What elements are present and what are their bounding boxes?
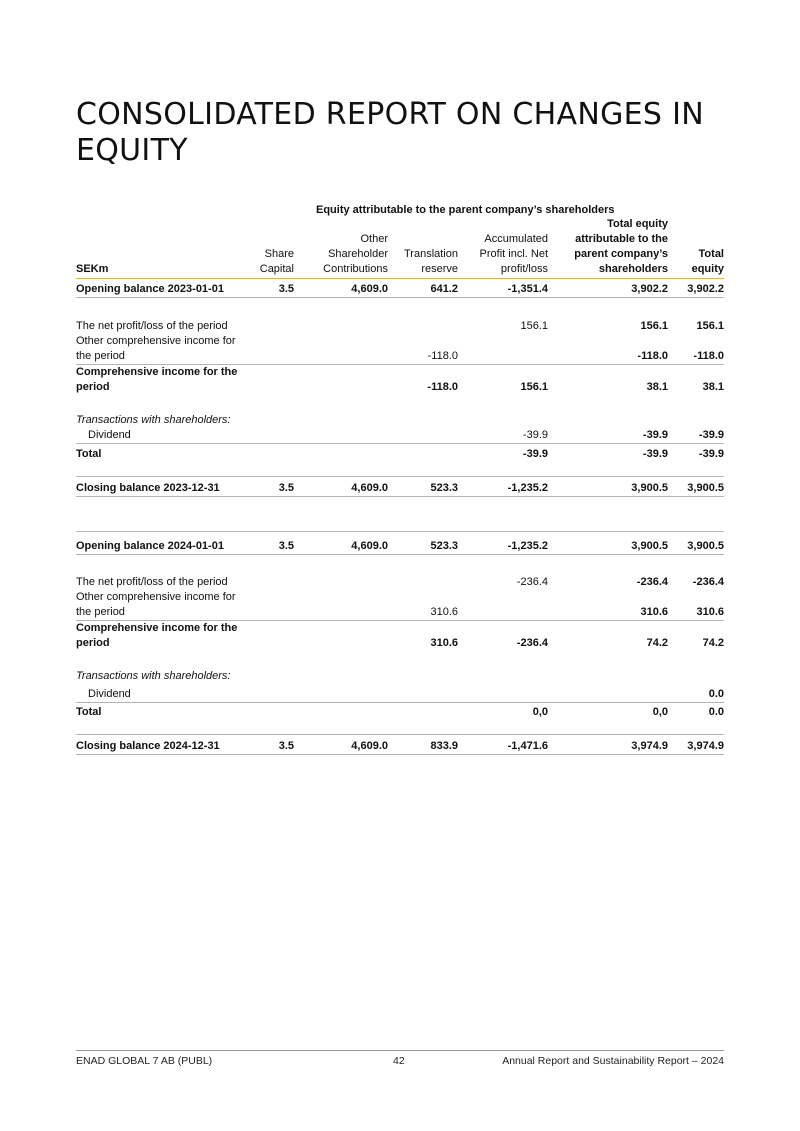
table-row-net-profit-2024: The net profit/loss of the period -236.4 -236.4 -236.4 [76, 576, 724, 588]
table-row-oci-2024: Other comprehensive income for the period 310.6 310.6 310.6 [76, 591, 724, 618]
table-row-ci-2024: Comprehensive income for the period 310.6 -236.4 74.2 74.2 [76, 622, 724, 649]
table-row-closing-2024: Closing balance 2024-12-31 3.5 4,609.0 833.9 -1,471.6 3,974.9 3,974.9 [76, 735, 724, 755]
table-row-net-profit-2023: The net profit/loss of the period 156.1 156.1 156.1 [76, 320, 724, 332]
page-title: CONSOLIDATED REPORT ON CHANGES IN EQUITY [76, 97, 704, 168]
header-translation-reserve: Translation reserve [403, 248, 458, 275]
table-row-total-2024: Total 0,0 0,0 0.0 [76, 702, 724, 720]
header-other-contributions: Other Shareholder Contributions [323, 233, 388, 275]
header-total-parent: Total equity attributable to the parent company’s shareholders [574, 218, 668, 275]
table-row-transactions-2024: Transactions with shareholders: [76, 670, 231, 682]
footer-report-title: Annual Report and Sustainability Report – 2024 [502, 1055, 724, 1067]
table-row-closing-2023: Closing balance 2023-12-31 3.5 4,609.0 523.3 -1,235.2 3,900.5 3,900.5 [76, 476, 724, 496]
table-row-oci-2023: Other comprehensive income for the period -118.0 -118.0 -118.0 [76, 335, 724, 362]
table-row-ci-2023: Comprehensive income for the period -118.0 156.1 38.1 38.1 [76, 366, 724, 393]
header-share-capital: Share Capital [259, 248, 294, 275]
equity-table-wrapper [76, 217, 724, 755]
table-row-opening-2024: Opening balance 2024-01-01 3.5 4,609.0 523.3 -1,235.2 3,900.5 3,900.5 [76, 536, 724, 555]
footer-page-number: 42 [393, 1055, 405, 1067]
header-accumulated-profit: Accumulated Profit incl. Net profit/loss [479, 233, 548, 275]
table-row-opening-2023: Opening balance 2023-01-01 3.5 4,609.0 641.2 -1,351.4 3,902.2 3,902.2 [76, 279, 724, 298]
table-row-total-2023: Total -39.9 -39.9 -39.9 [76, 444, 724, 462]
equity-changes-table [76, 217, 724, 755]
table-row-dividend-2023: Dividend -39.9 -39.9 -39.9 [88, 429, 724, 441]
footer-divider [76, 1050, 724, 1051]
footer-company: ENAD GLOBAL 7 AB (PUBL) [76, 1055, 213, 1067]
table-row-transactions-2023: Transactions with shareholders: [76, 414, 231, 426]
header-total-equity: Total equity [691, 248, 724, 275]
header-sekm: SEKm [76, 263, 109, 275]
group-header-label: Equity attributable to the parent company’s shareholders [316, 204, 615, 216]
table-header-row [76, 217, 724, 279]
table-row-dividend-2024: Dividend 0.0 [88, 687, 724, 700]
